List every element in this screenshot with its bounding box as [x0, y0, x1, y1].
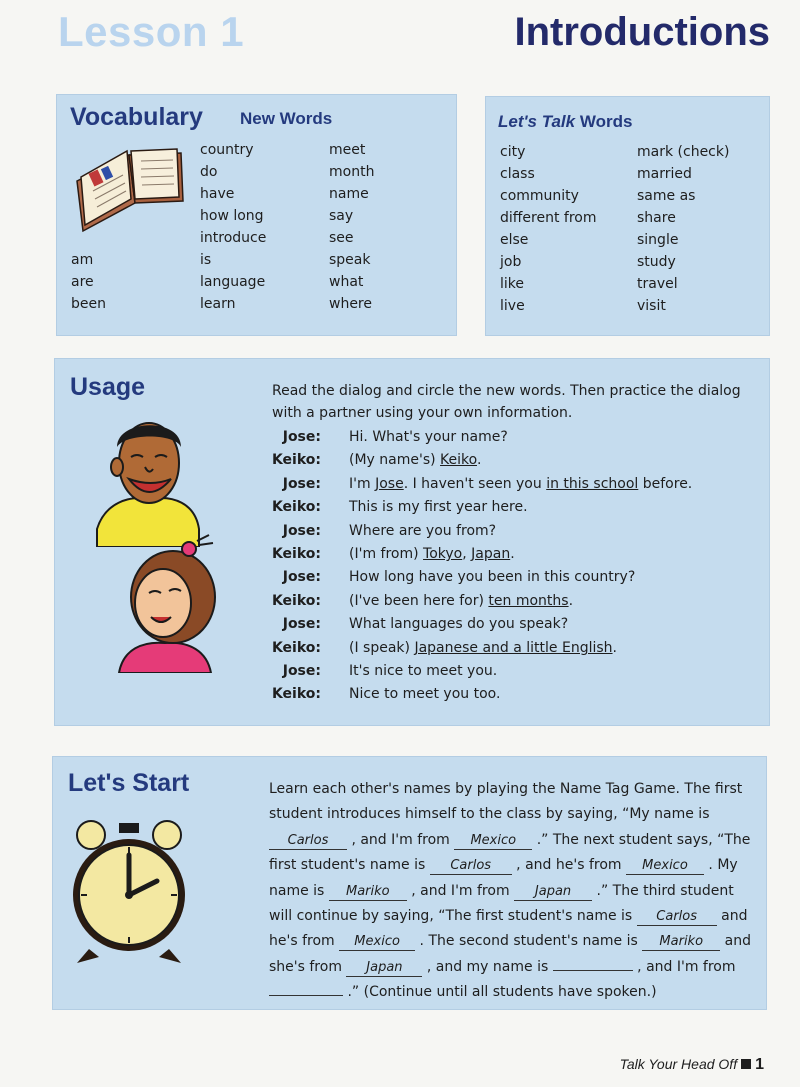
- vocab-word: is: [200, 252, 212, 268]
- dialog-text: before.: [638, 476, 693, 492]
- dialog-line: [349, 593, 573, 609]
- dialog-speaker: Jose:: [282, 476, 321, 492]
- paragraph-text: Learn each other's names by playing the Name Tag Game. The first: [269, 781, 743, 797]
- talk-word: different from: [500, 210, 597, 226]
- paragraph-line: [269, 984, 657, 1000]
- vocab-word: month: [329, 164, 375, 180]
- answer-text: ten months: [488, 593, 569, 609]
- paragraph-text: name is: [269, 883, 329, 899]
- alarm-clock-icon: [69, 817, 189, 967]
- vocab-word: what: [329, 274, 364, 290]
- dialog-text: (My name's): [349, 452, 441, 468]
- vocab-word: do: [200, 164, 218, 180]
- vocab-word: say: [329, 208, 354, 224]
- answer-text: in this school: [546, 476, 639, 492]
- talk-word: travel: [637, 276, 678, 292]
- fill-in-blank: Mariko: [329, 884, 407, 901]
- talk-word: job: [500, 254, 522, 270]
- page-footer: [620, 1056, 764, 1074]
- paragraph-line: [269, 806, 710, 822]
- talk-word: city: [500, 144, 526, 160]
- paragraph-text: and: [720, 933, 752, 949]
- paragraph-line: [269, 857, 738, 875]
- answer-text: Tokyo: [423, 546, 463, 562]
- vocab-word: am: [71, 252, 94, 268]
- dialog-speaker: Jose:: [282, 569, 321, 585]
- paragraph-text: , and I'm from: [347, 832, 455, 848]
- talk-word: community: [500, 188, 579, 204]
- dialog-text: I'm: [349, 476, 376, 492]
- talk-word: study: [637, 254, 676, 270]
- paragraph-text: he's from: [269, 933, 340, 949]
- dialog-speaker: Keiko:: [271, 686, 321, 702]
- answer-text: Keiko: [440, 452, 477, 468]
- paragraph-text: she's from: [269, 959, 347, 975]
- vocab-word: have: [200, 186, 235, 202]
- dialog-text: .: [510, 546, 515, 562]
- boy-illustration: [95, 407, 205, 547]
- paragraph-text: will continue by saying, “The first student's name is: [269, 908, 637, 924]
- paragraph-text: .” The third student: [592, 883, 734, 899]
- paragraph-text: first student's name is: [269, 857, 430, 873]
- dialog-text: (I've been here for): [349, 593, 489, 609]
- dialog-text: .: [568, 593, 574, 609]
- dialog-text: How long have you been in this country?: [349, 569, 636, 585]
- talk-word: same as: [637, 188, 696, 204]
- dialog-speaker: Keiko:: [271, 499, 321, 515]
- dialog-line: [349, 686, 500, 702]
- dialog-speaker: Jose:: [282, 663, 321, 679]
- fill-in-blank: Carlos: [637, 909, 717, 926]
- fill-in-blank: Mexico: [626, 858, 704, 875]
- paragraph-text: , and he's from: [511, 857, 626, 873]
- vocab-word: where: [329, 296, 372, 312]
- page-number: 1: [755, 1056, 764, 1073]
- lets-talk-heading-plain: Words: [579, 112, 633, 131]
- paragraph-text: , and I'm from: [632, 959, 736, 975]
- dialog-text: .: [476, 452, 482, 468]
- answer-text: Jose: [375, 476, 404, 492]
- paragraph-line: [269, 883, 734, 901]
- vocab-word: introduce: [200, 230, 267, 246]
- open-book-icon: [69, 143, 189, 238]
- vocab-word: are: [71, 274, 94, 290]
- dialog-text: . I haven't seen you: [403, 476, 547, 492]
- fill-in-blank: [269, 995, 343, 996]
- lets-start-panel: [52, 756, 767, 1010]
- dialog-speaker: Jose:: [282, 523, 321, 539]
- fill-in-blank: Carlos: [430, 858, 512, 875]
- paragraph-text: , and my name is: [422, 959, 553, 975]
- answer-text: Japanese and a little English: [414, 640, 613, 656]
- dialog-line: [349, 429, 508, 445]
- dialog-line: [349, 476, 692, 492]
- dialog-speaker: Keiko:: [271, 546, 321, 562]
- page-title: Introductions: [514, 10, 770, 54]
- dialog-text: (I'm from): [349, 546, 424, 562]
- dialog-speaker: Keiko:: [271, 593, 321, 609]
- paragraph-line: [269, 832, 750, 850]
- dialog-text: Where are you from?: [349, 523, 497, 539]
- dialog-text: Hi. What's your name?: [349, 429, 508, 445]
- vocab-word: learn: [200, 296, 236, 312]
- talk-word: live: [500, 298, 525, 314]
- fill-in-blank: Mariko: [642, 934, 720, 951]
- lets-start-heading: Let's Start: [68, 769, 190, 797]
- vocabulary-heading: Vocabulary: [70, 103, 203, 131]
- paragraph-line: [269, 959, 736, 977]
- dialog-line: [349, 523, 496, 539]
- paragraph-text: . My: [703, 857, 738, 873]
- dialog-text: It's nice to meet you.: [349, 663, 498, 679]
- vocabulary-panel: [56, 94, 457, 336]
- dialog-line: [349, 663, 497, 679]
- paragraph-line: [269, 933, 751, 951]
- fill-in-blank: Japan: [346, 960, 422, 977]
- new-words-subheading: New Words: [240, 109, 333, 128]
- dialog-text: .: [612, 640, 617, 656]
- paragraph-text: student introduces himself to the class by saying, “My name is: [269, 806, 710, 822]
- paragraph-line: [269, 781, 742, 797]
- dialog-text: What languages do you speak?: [349, 616, 569, 632]
- dialog-text: Nice to meet you too.: [349, 686, 501, 702]
- book-title: Talk Your Head Off: [619, 1056, 738, 1072]
- paragraph-text: , and I'm from: [406, 883, 515, 899]
- talk-word: else: [500, 232, 529, 248]
- paragraph-line: [269, 908, 747, 926]
- dialog-text: This is my first year here.: [349, 499, 528, 515]
- talk-word: single: [637, 232, 679, 248]
- fill-in-blank: Mexico: [339, 934, 415, 951]
- talk-word: married: [637, 166, 692, 182]
- vocab-word: how long: [200, 208, 264, 224]
- girl-illustration: [113, 527, 223, 673]
- talk-word: mark (check): [637, 144, 730, 160]
- usage-heading: Usage: [70, 373, 146, 401]
- dialog-line: [349, 499, 528, 515]
- vocab-word: name: [329, 186, 369, 202]
- paragraph-text: .” The next student says, “The: [532, 832, 751, 848]
- dialog-text: ,: [462, 546, 472, 562]
- usage-panel: [54, 358, 770, 726]
- square-bullet-icon: [741, 1059, 751, 1069]
- paragraph-text: and: [716, 908, 748, 924]
- dialog-text: (I speak): [349, 640, 415, 656]
- lets-talk-heading-italic: Let's Talk: [498, 112, 576, 131]
- dialog-speaker: Keiko:: [271, 452, 321, 468]
- usage-instructions: with a partner using your own information.: [272, 405, 573, 421]
- talk-word: like: [500, 276, 525, 292]
- dialog-speaker: Jose:: [282, 616, 321, 632]
- talk-word: visit: [637, 298, 666, 314]
- dialog-speaker: Keiko:: [271, 640, 321, 656]
- lesson-number: Lesson 1: [58, 8, 245, 55]
- dialog-line: [349, 546, 515, 562]
- lets-talk-panel: [485, 96, 770, 336]
- vocab-word: see: [329, 230, 354, 246]
- dialog-line: [349, 452, 481, 468]
- fill-in-blank: Carlos: [269, 833, 347, 850]
- fill-in-blank: Mexico: [454, 833, 532, 850]
- fill-in-blank: Japan: [514, 884, 592, 901]
- usage-instructions: Read the dialog and circle the new words. Then practice the dialog: [272, 383, 741, 399]
- vocab-word: meet: [329, 142, 366, 158]
- answer-text: Japan: [471, 546, 511, 562]
- vocab-word: country: [200, 142, 254, 158]
- paragraph-text: . The second student's name is: [415, 933, 643, 949]
- talk-word: share: [637, 210, 676, 226]
- dialog-line: [349, 616, 568, 632]
- talk-word: class: [500, 166, 535, 182]
- fill-in-blank: [553, 970, 633, 971]
- dialog-line: [349, 640, 617, 656]
- paragraph-text: .” (Continue until all students have spoken.): [343, 984, 657, 1000]
- vocab-word: speak: [329, 252, 371, 268]
- dialog-line: [349, 569, 635, 585]
- dialog-speaker: Jose:: [282, 429, 321, 445]
- vocab-word: been: [71, 296, 106, 312]
- lets-talk-heading: [498, 112, 632, 132]
- vocab-word: language: [200, 274, 266, 290]
